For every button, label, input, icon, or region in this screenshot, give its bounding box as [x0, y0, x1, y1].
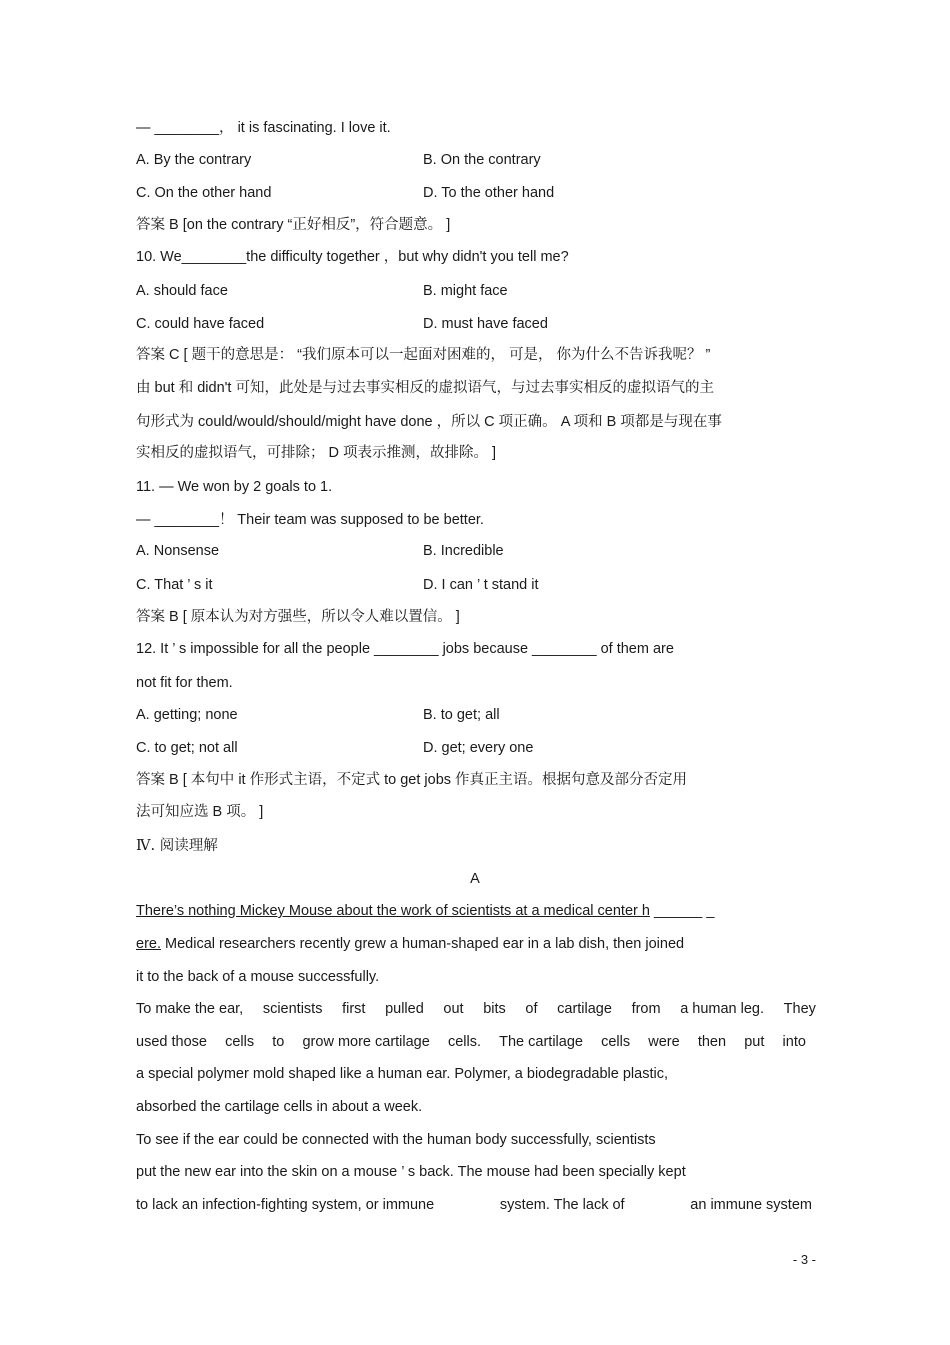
word: cells [601, 1034, 631, 1050]
word: used those [136, 1034, 207, 1050]
word: put [744, 1034, 765, 1050]
word: out [443, 1001, 464, 1017]
q9-option-d: D. To the other hand [423, 185, 555, 201]
word: were [648, 1034, 680, 1050]
q11-option-c: C. That ’ s it [136, 577, 213, 593]
passage-line-2-text: Medical researchers recently grew a human-shaped ear in a lab dish, then joined [161, 936, 685, 952]
word: scientists [262, 1001, 323, 1017]
passage-line-1 [136, 902, 714, 920]
q12-stem-cont: not fit for them. [136, 675, 233, 691]
q10-option-c: C. could have faced [136, 316, 265, 332]
word: to [272, 1034, 285, 1050]
passage-label: A [470, 871, 480, 887]
q12-option-a: A. getting; none [136, 707, 238, 723]
q11-option-d: D. I can ’ t stand it [423, 577, 539, 593]
word: then [697, 1034, 727, 1050]
word: cells [225, 1034, 255, 1050]
word: from [631, 1001, 661, 1017]
q11-stem: 11. — We won by 2 goals to 1. [136, 479, 333, 495]
q11-option-a: A. Nonsense [136, 543, 220, 559]
q12-answer-line1: 答案 B [ 本句中 it 作形式主语，不定式 to get jobs 作真正主语。根据句意及部分否定用 [136, 772, 688, 788]
passage-line-2 [136, 935, 684, 953]
passage-line-8: To see if the ear could be connected with the human body successfully, scientists [136, 1132, 656, 1148]
page-number: - 3 - [792, 1252, 816, 1267]
q10-answer-line2: 由 but 和 didn't 可知，此处是与过去事实相反的虚拟语气，与过去事实相反的虚拟语气的主 [136, 380, 714, 396]
passage-line-1-blank: ______ _ [653, 903, 715, 919]
word: The cartilage [499, 1034, 583, 1050]
word: to lack an infection-fighting system, or immune [136, 1197, 435, 1213]
passage-line-7: absorbed the cartilage cells in about a week. [136, 1099, 423, 1115]
passage-line-10 [136, 1196, 812, 1214]
word: pulled [385, 1001, 424, 1017]
passage-line-5 [136, 1033, 806, 1051]
passage-line-6: a special polymer mold shaped like a human ear. Polymer, a biodegradable plastic, [136, 1066, 668, 1082]
word: a human leg. [680, 1001, 765, 1017]
q10-option-b: B. might face [423, 283, 508, 299]
word: of [525, 1001, 538, 1017]
word: cells. [447, 1034, 481, 1050]
word: cartilage [557, 1001, 612, 1017]
q12-option-c: C. to get; not all [136, 740, 238, 756]
passage-line-4 [136, 1000, 816, 1018]
q9-option-c: C. On the other hand [136, 185, 272, 201]
q10-answer-line3: 句形式为 could/would/should/might have done ，所以 C 项正确。 A 项和 B 项都是与现在事 [136, 414, 722, 430]
passage-line-2-underlined: ere. [136, 936, 161, 952]
word: into [782, 1034, 806, 1050]
q11-answer: 答案 B [ 原本认为对方强些，所以令人难以置信。 ] [136, 609, 460, 625]
q12-option-b: B. to get; all [423, 707, 500, 723]
word: an immune system [690, 1197, 812, 1213]
q9-option-b: B. On the contrary [423, 152, 541, 168]
passage-line-3: it to the back of a mouse successfully. [136, 969, 380, 985]
word: system. The lack of [499, 1197, 625, 1213]
word: grow more cartilage [302, 1034, 430, 1050]
passage-line-9: put the new ear into the skin on a mouse ’ s back. The mouse had been specially kept [136, 1164, 686, 1180]
q10-option-d: D. must have faced [423, 316, 548, 332]
q10-answer-line1: 答案 C [ 题干的意思是： “我们原本可以一起面对困难的， 可是， 你为什么不告诉我呢？ ” [136, 347, 711, 363]
q11-option-b: B. Incredible [423, 543, 504, 559]
q12-answer-line2: 法可知应选 B 项。 ] [136, 804, 264, 820]
q10-option-a: A. should face [136, 283, 228, 299]
q12-stem: 12. It ’ s impossible for all the people ________ jobs because ________ of them are [136, 641, 674, 657]
q11-stem-reply: — ________！ Their team was supposed to be better. [136, 512, 484, 528]
word: They [783, 1001, 816, 1017]
q12-option-d: D. get; every one [423, 740, 534, 756]
q10-stem: 10. We________the difficulty together ，but why didn't you tell me? [136, 249, 569, 265]
section-title: Ⅳ. 阅读理解 [136, 838, 218, 854]
q9-answer: 答案 B [on the contrary “正好相反”，符合题意。 ] [136, 217, 451, 233]
word: To make the ear, [136, 1001, 244, 1017]
word: bits [483, 1001, 506, 1017]
q9-stem: — ________， it is fascinating. I love it. [136, 120, 391, 136]
word: first [342, 1001, 366, 1017]
q9-option-a: A. By the contrary [136, 152, 252, 168]
q10-answer-line4: 实相反的虚拟语气，可排除； D 项表示推测，故排除。 ] [136, 445, 497, 461]
passage-line-1-underlined: There’s nothing Mickey Mouse about the work of scientists at a medical center h [136, 903, 650, 919]
